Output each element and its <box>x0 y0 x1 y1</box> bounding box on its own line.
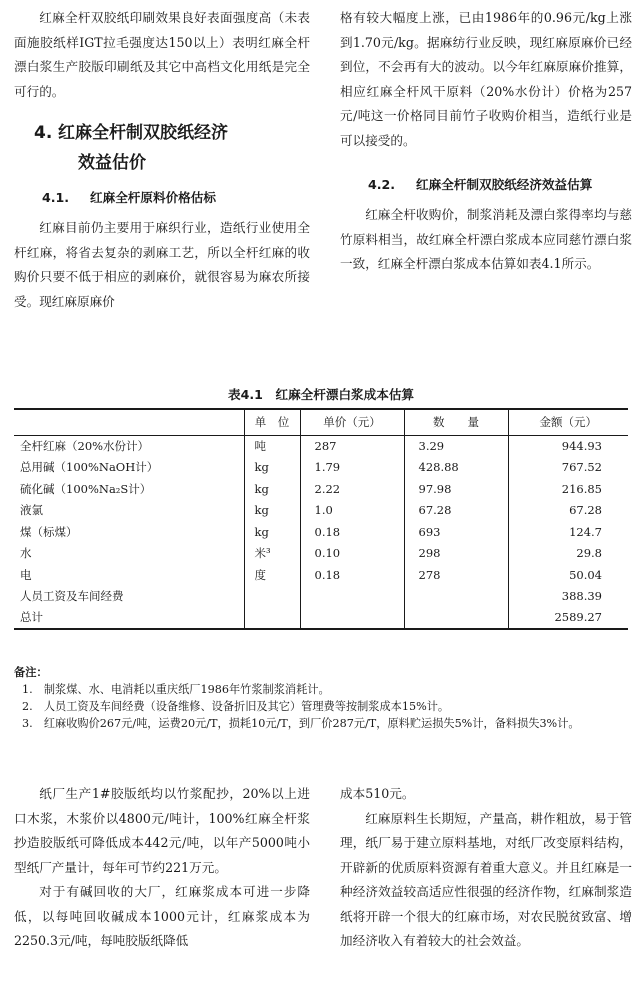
left-column-top <box>14 6 310 314</box>
left-column-bottom <box>14 782 310 954</box>
header-quantity: 数 量 <box>404 409 508 435</box>
cell-quantity: 67.28 <box>404 500 508 522</box>
cell-price: 0.18 <box>300 521 404 543</box>
section-number: 4. <box>34 123 53 143</box>
table-row <box>14 521 628 543</box>
table-notes <box>14 664 628 732</box>
cell-unit: 吨 <box>244 435 300 457</box>
section-heading-4 <box>14 118 310 178</box>
cell-amount: 216.85 <box>508 478 628 500</box>
cell-quantity: 693 <box>404 521 508 543</box>
subsection-title: 红麻全杆原料价格估标 <box>90 190 216 205</box>
paragraph-cost-estimate: 红麻全杆收购价，制浆消耗及漂白浆得率均与慈竹原料相当，故红麻全杆漂白浆成本应同慈竹漂白浆一致，红麻全杆漂白浆成本估算如表4.1所示。 <box>340 207 632 271</box>
cell-price <box>300 607 404 629</box>
cell-price <box>300 586 404 608</box>
cost-table <box>14 408 628 630</box>
cell-quantity: 428.88 <box>404 457 508 479</box>
cell-item: 水 <box>20 546 32 561</box>
paragraph-printing-effect: 红麻全杆双胶纸印刷效果良好表面强度高（未表面施胶纸样IGT拉毛强度达150以上）表明红麻全杆漂白浆生产胶版印刷纸及其它中高档文化用纸是完全可行的。 <box>14 10 310 99</box>
cell-unit: kg <box>244 500 300 522</box>
cell-amount: 944.93 <box>508 435 628 457</box>
header-price: 单价（元） <box>300 409 404 435</box>
cell-price: 0.10 <box>300 543 404 565</box>
cell-quantity: 97.98 <box>404 478 508 500</box>
cell-quantity: 278 <box>404 564 508 586</box>
table-row <box>14 586 628 608</box>
paragraph-price-continued: 格有较大幅度上涨，已由1986年的0.96元/kg上涨到1.70元/kg。据麻纺行业反映，现红麻原麻价已经到位，不会再有大的波动。以今年红麻原麻价推算，相应红麻全杆风干原料（20%水份计）价格为257元/吨这一价格同目前竹子收购价相当，造纸行业是可以接受的。 <box>340 10 632 148</box>
cell-unit <box>244 607 300 629</box>
subsection-title: 红麻全杆制双胶纸经济效益估算 <box>416 177 593 192</box>
table-row <box>14 457 628 479</box>
table-row <box>14 478 628 500</box>
cell-amount: 767.52 <box>508 457 628 479</box>
cell-item: 煤（标煤） <box>20 524 78 539</box>
cell-quantity <box>404 607 508 629</box>
header-unit: 单 位 <box>244 409 300 435</box>
cell-price: 2.22 <box>300 478 404 500</box>
cell-item: 电 <box>20 567 32 582</box>
note-item: 2. 人员工资及车间经费（设备维修、设备折旧及其它）管理费等按制浆成本15%计。 <box>22 700 450 713</box>
cell-item: 全杆红麻（20%水份计） <box>20 439 150 453</box>
paragraph-cost-reduction-end: 成本510元。 <box>340 786 415 801</box>
section-title-line-1: 红麻全杆制双胶纸经济 <box>58 123 228 143</box>
cell-unit: 米³ <box>244 543 300 565</box>
cell-unit: kg <box>244 521 300 543</box>
cell-quantity: 298 <box>404 543 508 565</box>
cell-item: 总用碱（100%NaOH计） <box>20 460 159 475</box>
subsection-heading-4-1 <box>14 186 310 210</box>
cell-amount: 2589.27 <box>508 607 628 629</box>
paragraph-cost-savings: 纸厂生产1#胶版纸均以竹浆配抄，20%以上进口木浆，木浆价以4800元/吨计，100%红麻全杆浆抄造胶版纸可降低成本442元/吨，以年产5000吨小型纸厂产量计，每年可节约221万元。 <box>14 786 310 875</box>
cell-unit: 度 <box>244 564 300 586</box>
cell-item: 人员工资及车间经费 <box>20 589 124 604</box>
cell-price: 287 <box>300 435 404 457</box>
subsection-number: 4.1. <box>42 190 70 205</box>
cell-unit: kg <box>244 457 300 479</box>
subsection-heading-4-2 <box>340 173 632 197</box>
notes-heading: 备注： <box>14 665 48 679</box>
cell-amount: 124.7 <box>508 521 628 543</box>
table-row <box>14 543 628 565</box>
cell-unit <box>244 586 300 608</box>
cell-item: 硫化碱（100%Na₂S计） <box>20 481 152 496</box>
cell-price: 0.18 <box>300 564 404 586</box>
paragraph-alkali-recovery: 对于有碱回收的大厂，红麻浆成本可进一步降低，以每吨回收碱成本1000元计，红麻浆成本为2250.3元/吨，每吨胶版纸降低 <box>14 884 310 948</box>
paragraph-raw-material-price: 红麻目前仍主要用于麻织行业，造纸行业使用全杆红麻，将省去复杂的剥麻工艺，所以全杆红麻的收购价只要不低于相应的剥麻价，就很容易为麻农所接受。现红麻原麻价 <box>14 220 310 309</box>
cell-price: 1.79 <box>300 457 404 479</box>
table-row <box>14 564 628 586</box>
header-item <box>14 409 244 435</box>
cell-amount: 388.39 <box>508 586 628 608</box>
cell-amount: 29.8 <box>508 543 628 565</box>
table-title: 表4.1 红麻全杆漂白浆成本估算 <box>227 387 415 402</box>
table-row <box>14 500 628 522</box>
note-item: 1. 制浆煤、水、电消耗以重庆纸厂1986年竹浆制浆消耗计。 <box>22 683 330 696</box>
table-row-total <box>14 607 628 629</box>
table-row <box>14 435 628 457</box>
note-item: 3. 红麻收购价267元/吨，运费20元/T，损耗10元/T，到厂价287元/T，原料贮运损失5%计，备料损失3%计。 <box>22 717 580 730</box>
right-column-bottom <box>340 782 632 954</box>
cost-table-block <box>14 382 628 630</box>
cell-quantity: 3.29 <box>404 435 508 457</box>
cell-quantity <box>404 586 508 608</box>
cell-item: 总计 <box>20 610 43 625</box>
subsection-number: 4.2. <box>368 177 396 192</box>
cell-item: 液氯 <box>20 503 43 518</box>
table-header-row <box>14 409 628 435</box>
cell-unit: kg <box>244 478 300 500</box>
paragraph-social-benefit: 红麻原料生长期短，产量高，耕作粗放，易于管理，纸厂易于建立原料基地，对纸厂改变原料结构，开辟新的优质原料资源有着重大意义。并且红麻是一种经济效益较高适应性很强的经济作物，红麻制浆造纸将开辟一个很大的红麻市场，对农民脱贫致富、增加经济收入有着较大的社会效益。 <box>340 810 632 948</box>
cell-price: 1.0 <box>300 500 404 522</box>
right-column-top <box>340 6 632 277</box>
cell-amount: 67.28 <box>508 500 628 522</box>
header-amount: 金额（元） <box>508 409 628 435</box>
cell-amount: 50.04 <box>508 564 628 586</box>
section-title-line-2: 效益估价 <box>78 153 146 173</box>
